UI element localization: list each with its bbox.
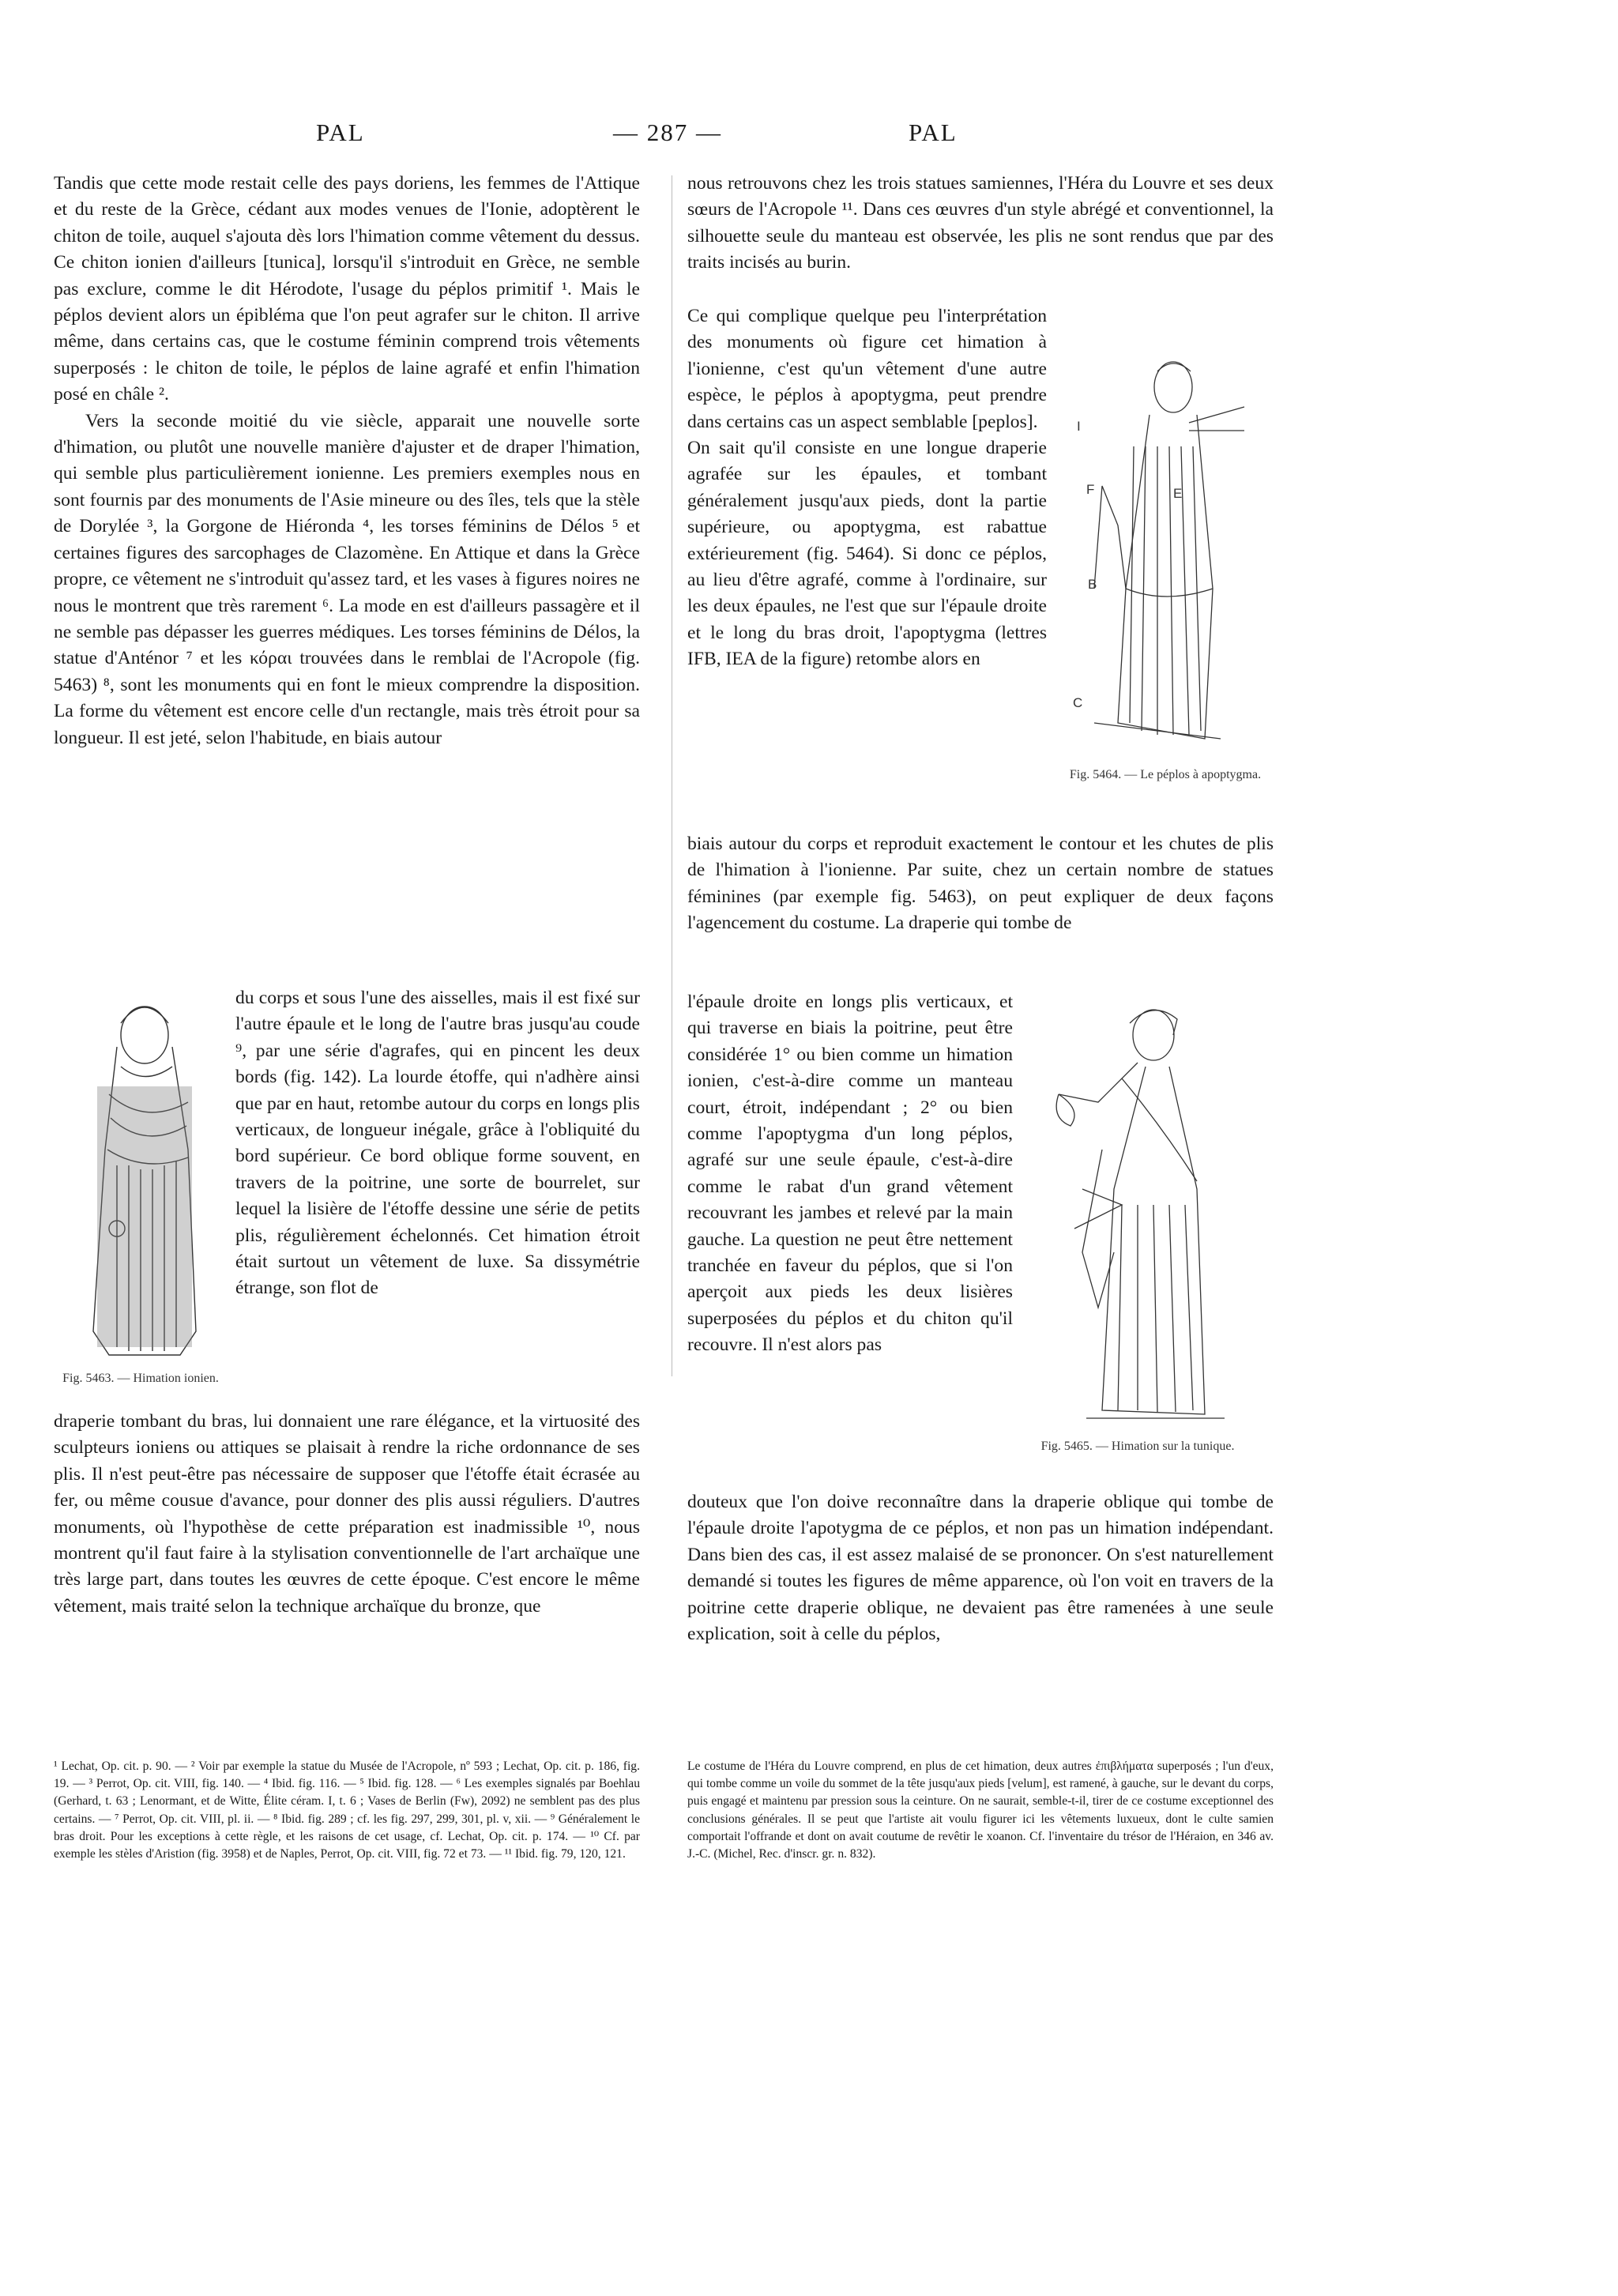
right-paragraph-2-text: Ce qui complique quelque peu l'interprétation des monuments où figure cet himation à l'ionienne, c'est qu'un vêtement d'une autre espèce, le péplos à apoptygma, peut prendre dans certains cas un aspect semblable [peplos].	[687, 306, 1047, 432]
figure-5465	[1027, 992, 1264, 1481]
footnotes-left-text: ¹ Lechat, Op. cit. p. 90. — ² Voir par exemple la statue du Musée de l'Acropole, nº 593 ; Lechat, Op. cit. p. 186, fig. 19. — ³ Perrot, Op. cit. VIII, fig. 140. — ⁴ Ibid. fig. 116. — ⁵ Ibid. fig. 128. — ⁶ Les exemples signalés par Boehlau (Gerhard, t. 63 ; Lenormant, et de Witte, Élite céram. I, t. 6 ; Vases de Berlin (Fw), 2092) ne semblent pas des plus certains. — ⁷ Perrot, Op. cit. VIII, pl. ii. — ⁸ Ibid. fig. 289 ; cf. les fig. 297, 299, 301, pl. v, xii. — ⁹ Généralement le bras droit. Pour les exceptions à cette règle, et les raisons de cet usage, cf. Lechat, Op. cit. p. 174. — ¹⁰ Cf. par exemple les stèles d'Aristion (fig. 3958) et de Naples, Perrot, Op. cit. VIII, fig. 72 et 73. — ¹¹ Ibid. fig. 79, 120, 121.	[54, 1760, 640, 1861]
left-paragraph-2-tail: draperie tombant du bras, lui donnaient une rare élégance, et la virtuosité des sculpteurs ioniens ou attiques se plaisait à rendre la riche ordonnance de ses plis. Il n'est peut-être pas nécessaire de supposer que l'étoffe était écrasée au fer, ou même cousue d'avance, pour donner des plis aussi réguliers. D'autres monuments, où l'hypothèse de cette préparation est inadmissible ¹⁰, nous montrent qu'il faut faire à la stylisation conventionnelle de l'art archaïque une très large part, dans toutes les œuvres de cette époque. C'est encore le même vêtement, mais traité selon la technique archaïque du bronze, que	[54, 1411, 640, 1617]
footnotes-right-text: Le costume de l'Héra du Louvre comprend, en plus de cet himation, deux autres ἐπιβλήματα superposés ; l'un d'eux, qui tombe comme un voile du sommet de la tête jusqu'aux pieds [velum], est ramené, à gauche, sur le devant du corps, puis engagé et maintenu par pression sous la ceinture. On ne saurait, semble-t-il, tirer de ce costume exceptionnel des conclusions générales. Il se peut que l'artiste ait voulu figurer ici les vêtements luxueux, dont le culte samien comportait l'offrande et dont on avait coutume de revêtir le xoanon. Cf. l'inventaire du trésor de l'Héraion, en 346 av. J.-C. (Michel, Rec. d'inscr. gr. n. 832).	[687, 1760, 1274, 1861]
page-number: — 287 —	[613, 119, 722, 146]
running-head-right: PAL	[909, 119, 958, 146]
letter-b: B	[1088, 577, 1097, 592]
letter-i: I	[1077, 419, 1081, 434]
right-text-beside-5464	[687, 303, 1274, 673]
left-wrap-text	[235, 985, 640, 1302]
running-head-left: PAL	[316, 119, 365, 146]
right-paragraph-3-tail: biais autour du corps et reproduit exactement le contour et les chutes de plis de l'himation à l'ionienne. Par suite, chez un certain nombre de statues féminines (par exemple fig. 5463), on peut expliquer de deux façons l'agencement du costume. La draperie qui tombe de	[687, 834, 1274, 934]
right-text-full-width	[687, 831, 1274, 937]
right-column-top	[687, 171, 1274, 277]
right-paragraph-2	[687, 303, 1274, 435]
left-tail-text	[54, 1409, 640, 1620]
right-paragraph-1: nous retrouvons chez les trois statues samiennes, l'Héra du Louvre et ses deux sœurs de l'Acropole ¹¹. Dans ces œuvres d'un style abrégé et conventionnel, la silhouette seule du manteau est observée, les plis ne sont rendus que par des traits incisés au burin.	[687, 173, 1274, 273]
right-wrap-text	[687, 989, 1013, 1359]
statue-kore-illustration	[62, 992, 228, 1363]
right-end-text	[687, 1489, 1274, 1647]
left-column	[54, 171, 640, 751]
himation-on-tunic-illustration	[1027, 992, 1264, 1434]
left-paragraph-1: Tandis que cette mode restait celle des pays doriens, les femmes de l'Attique et du reste de la Grèce, cédant aux modes venues de l'Ionie, adoptèrent le chiton de toile, auquel s'ajouta dès lors l'himation comme vêtement du dessus. Ce chiton ionien d'ailleurs [tunica], lorsqu'il s'introduit en Grèce, ne semble pas exclure, comme le dit Hérodote, l'usage du péplos primitif ¹. Mais le péplos devient alors un épibléma que l'on peut agrafer sur le chiton. Il arrive même, dans certains cas, que le costume féminin comprend trois vêtements superposés : le chiton de toile, le péplos de laine agrafé et enfin l'himation posé en châle ².	[54, 173, 640, 405]
figure-5464-caption: Fig. 5464. — Le péplos à apoptygma.	[1069, 768, 1262, 781]
right-paragraph-3-wrap: l'épaule droite en longs plis verticaux, et qui traverse en biais la poitrine, peut être considérée 1° ou bien comme un himation ionien, c'est-à-dire comme un manteau court, étroit, indépendant ; 2° ou bien comme l'apoptygma d'un long péplos, agrafé sur une seule épaule, c'est-à-dire comme le rabat d'un grand vêtement recouvrant les jambes et relevé par la main gauche. La question ne peut être nettement tranchée en faveur du péplos, que si l'on aperçoit aux pieds les deux lisières superposées du péplos et du chiton qu'il recouvre. Il n'est alors pas	[687, 992, 1013, 1356]
figure-5463-caption: Fig. 5463. — Himation ionien.	[62, 1372, 219, 1385]
right-paragraph-3-end: douteux que l'on doive reconnaître dans la draperie oblique qui tombe de l'épaule droite l'apotygma de ce péplos, et non pas un himation indépendant. Dans bien des cas, il est assez malaisé de se prononcer. On s'est naturellement demandé si toutes les figures de même apparence, où l'on voit en travers de la poitrine cette draperie oblique, ne devaient pas être ramenées à une seule explication, soit à celle du péplos,	[687, 1492, 1274, 1645]
right-paragraph-3: On sait qu'il consiste en une longue draperie agrafée sur les épaules, et tombant généralement jusqu'aux pieds, dont la partie supérieure, ou apoptygma, est rabattue extérieurement (fig. 5464). Si donc ce péplos, au lieu d'être agrafé, comme à l'ordinaire, sur les deux épaules, ne l'est que sur l'épaule droite et le long du bras droit, l'apoptygma (lettres IFB, IEA de la figure) retombe alors en	[687, 438, 1047, 670]
left-paragraph-2: Vers la seconde moitié du vie siècle, apparait une nouvelle sorte d'himation, ou plutôt une nouvelle manière d'ajuster et de draper l'himation, qui semble plus particulièrement ionienne. Les premiers exemples nous en sont fournis par des monuments de l'Asie mineure ou des îles, tels que la stèle de Dorylée ³, la Gorgone de Hiéronda ⁴, les torses féminins de Délos ⁵ et certaines figures des sarcophages de Clazomène. En Attique et dans la Grèce propre, ce vêtement ne s'introduit qu'assez tard, et les vases à figures noires ne nous le montrent que très rarement ⁶. La mode en est d'ailleurs passagère et il ne semble pas dépasser les guerres médiques. Les torses féminins de Délos, la statue d'Anténor ⁷ et les κόραι trouvées dans le remblai de l'Acropole (fig. 5463) ⁸, sont les monuments qui en font le mieux comprendre la disposition. La forme du vêtement est encore celle d'un rectangle, mais très étroit pour sa longueur. Il est jeté, selon l'habitude, en biais autour	[54, 410, 640, 748]
letter-e: E	[1173, 486, 1183, 501]
footnotes-left	[54, 1758, 640, 1863]
figure-5465-caption: Fig. 5465. — Himation sur la tunique.	[1040, 1440, 1235, 1453]
letter-f: F	[1086, 482, 1095, 497]
figure-5463	[62, 992, 228, 1402]
letter-c: C	[1073, 695, 1083, 710]
footnotes-right	[687, 1758, 1274, 1863]
left-paragraph-2-wrap: du corps et sous l'une des aisselles, mais il est fixé sur l'autre épaule et le long de l'autre bras jusqu'au coude ⁹, par une série d'agrafes, qui en pincent les deux bords (fig. 142). La lourde étoffe, qui n'adhère ainsi que par en haut, retombe autour du corps en longs plis verticaux, de longueur inégale, grâce à l'obliquité du bord supérieur. Ce bord oblique forme souvent, en travers de la poitrine, une sorte de bourrelet, sur lequel la lisière de l'étoffe dessine une série de petits plis, régulièrement échelonnés. Cet himation étroit était surtout un vêtement de luxe. Sa dissymétrie étrange, son flot de	[235, 988, 640, 1299]
